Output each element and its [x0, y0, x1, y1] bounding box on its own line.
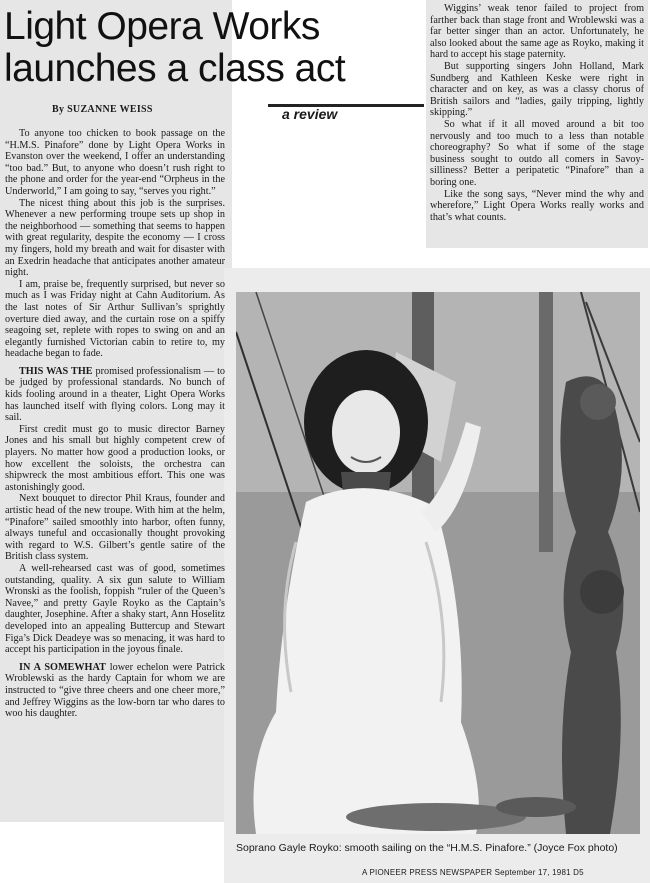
paragraph: IN A SOMEWHAT lower echelon were Patrick Wroblewski as the hardy Captain for whom we are instructed to “give three cheers and one cheer more,” and Jeffrey Wiggins as the low-born tar who dares to woo his daughter.	[5, 661, 226, 720]
paragraph: A well-rehearsed cast was of good, sometimes outstanding, quality. A six gun salute to William Wronski as the foolish, foppish “ruler of the Queen’s Navee,” and pretty Gayle Royko as the Captain’s daughter, Josephine. After a shaky start, Ann Hoselitz developed into an appealing Buttercup and Stewart Figa’s Dick Deadeye was so menacing, it was hard to accept his participation in the joyous finale.	[5, 562, 225, 656]
headline-line-1: Light Opera Works	[4, 5, 320, 48]
paragraph: Next bouquet to director Phil Kraus, founder and artistic head of the new troupe. With him at the helm, “Pinafore” sailed smoothly into harbor, often funny, always tuneful and occasionally thought provoking with regard to W.S. Gilbert’s gentle satire of the British class system.	[5, 493, 225, 563]
photo-illustration	[236, 292, 640, 834]
paragraph: I am, praise be, frequently surprised, but never so much as I was Friday night at Cahn Auditorium. As the last notes of Sir Arthur Sullivan’s sprightly overture died away, and the curtain rose on a spiffy seagoing set, replete with ropes to swing on and an elegantly furnished Victorian cabin to retire to, my headache began to fade.	[5, 278, 225, 360]
paragraph: Like the song says, “Never mind the why and wherefore,” Light Opera Works really works and that’s what counts.	[430, 188, 644, 223]
article-column-right	[430, 3, 644, 223]
paragraph: The nicest thing about this job is the surprises. Whenever a new performing troupe sets up shop in the neighborhood — something that seems to happen with great regularity, despite the economy — I cross my fingers, hold my breath and wait for disaster with an Exedrin headache that anticipates another amateur night.	[5, 197, 225, 279]
photo-soprano	[236, 292, 640, 834]
paragraph: So what if it all moved around a bit too nervously and too much to a less than notable choreography? So what if some of the stage business sought to outdo all comers in Savoy-silliness? Better a peripatetic “Pinafore” than a boring one.	[430, 118, 644, 188]
section-tag: a review	[282, 106, 338, 122]
paragraph: To anyone too chicken to book passage on the “H.M.S. Pinafore” done by Light Opera Works in Evanston over the weekend, I offer an understanding “too bad.” But, to anyone who doesn’t rush right to the phone and order for the year-end “Orpheus in the Underworld,” I am going to say, “serves you right.”	[5, 128, 225, 197]
paragraph: THIS WAS THE promised professionalism — to be judged by professional standards. No bunch of kids fooling around in a theater, Light Opera Works has launched itself with flying colors. Long may it sail.	[5, 365, 226, 424]
headline	[4, 6, 424, 90]
headline-line-2: launches a class act	[4, 47, 346, 90]
byline: By SUZANNE WEISS	[52, 104, 153, 115]
paragraph: But supporting singers John Holland, Mark Sundberg and Kathleen Keske were right in character and on key, as was a classy chorus of British sailors and “ladies, gaily tripping, lightly skipping.”	[430, 60, 644, 119]
paragraph: Wiggins’ weak tenor failed to project from farther back than stage front and Wroblewski was a far better singer than an actor. Unfortunately, he also looked about the same age as Royko, making it hard to accept his stage paternity.	[430, 3, 644, 61]
photo-caption: Soprano Gayle Royko: smooth sailing on the “H.M.S. Pinafore.” (Joyce Fox photo)	[236, 842, 618, 854]
page-footer: A PIONEER PRESS NEWSPAPER September 17, 1981 D5	[362, 868, 584, 877]
article-column-left	[5, 128, 225, 720]
paragraph: First credit must go to music director Barney Jones and his small but highly competent crew of players. No matter how good a production looks, or how excellent the soloists, the orchestra can shipwreck the most ambitious effort. This one was astonishingly good.	[5, 423, 225, 493]
